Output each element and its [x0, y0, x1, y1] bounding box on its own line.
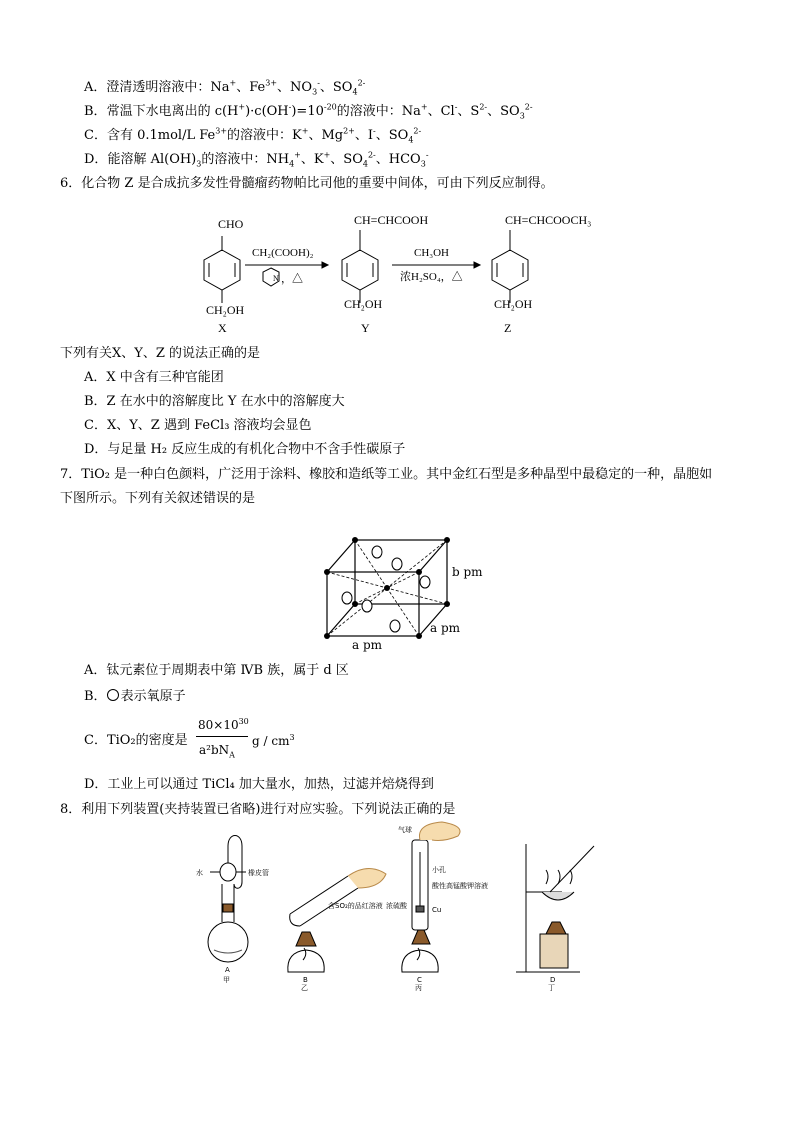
q7-option-d: D．工业上可以通过 TiCl₄ 加大量水，加热，过滤并焙烧得到 [84, 777, 434, 792]
y-bottom-group: CH₂OH [344, 297, 383, 311]
q5-option-b: B．常温下水电离出的 $c(H^+)\cdot c(OH^-)=10^{-20}$的溶液中：Na+、Cl-、$S^{2-}$、$SO_3^{2-}$ [84, 102, 533, 121]
label-a-pm-right: a pm [430, 621, 461, 635]
x-top-group: CHO [218, 217, 244, 231]
c-balloon-label: 气球 [398, 826, 412, 834]
c-hole-label: 小孔 [432, 866, 446, 874]
q5-option-c: C．含有 0.1mol/L $Fe^{3+}$的溶液中：K+、$Mg^{2+}$、I-、$SO_4^{2-}$ [84, 126, 422, 145]
c-cu-label: Cu [432, 906, 442, 914]
d-letter: D [550, 976, 556, 984]
b-letter: B [303, 976, 308, 984]
a-tube-label: 橡皮管 [248, 869, 269, 877]
q6-reaction-scheme [180, 208, 620, 338]
label-b-pm: b pm [452, 565, 483, 579]
oxygen-circle-icon [107, 689, 119, 701]
label-a-pm-bottom: a pm [352, 638, 383, 652]
x-label: X [218, 321, 227, 335]
a-name: 甲 [223, 976, 230, 984]
q6-stem: 6．化合物 Z 是合成抗多发性骨髓瘤药物帕比司他的重要中间体，可由下列反应制得。 [60, 176, 554, 191]
q7-density-unit: g / $cm^3$ [252, 733, 295, 748]
z-top-group: CH=CHCOOCH₃ [505, 213, 592, 227]
q7-density-numerator: $80\times 10^{30}$ [198, 717, 249, 732]
q6-prompt: 下列有关X、Y、Z 的说法正确的是 [60, 346, 261, 361]
a-letter: A [225, 966, 230, 974]
arrow1-reagent: CH₂(COOH)₂ [252, 247, 314, 259]
b-name: 乙 [301, 984, 308, 992]
z-bottom-group: CH₂OH [494, 297, 533, 311]
a-water-label: 水 [196, 869, 203, 877]
q6-option-b: B．Z 在水中的溶解度比 Y 在水中的溶解度大 [84, 394, 345, 409]
q8-apparatus-figure [190, 822, 610, 992]
z-label: Z [504, 321, 512, 335]
q8-stem: 8．利用下列装置(夹持装置已省略)进行对应实验。下列说法正确的是 [60, 802, 456, 817]
q7-stem-line2: 下图所示。下列有关叙述错误的是 [60, 491, 256, 506]
x-bottom-group: CH₂OH [206, 303, 245, 317]
q7-option-b: B． 表示氧原子 [84, 689, 186, 704]
q7-option-c-label: C．TiO₂的密度是 [84, 733, 188, 748]
y-label: Y [361, 321, 370, 335]
q5-option-d: D．能溶解 $Al(OH)_3$的溶液中：$NH_4^+$、K+、$SO_4^{2-}$、$HCO_3^-$ [84, 150, 429, 169]
q7-stem-line1: 7．TiO₂ 是一种白色颜料，广泛用于涂料、橡胶和造纸等工业。其中金红石型是多种晶型中最稳定的一种，晶胞如 [60, 467, 713, 482]
y-top-group: CH=CHCOOH [354, 213, 429, 227]
c-letter: C [417, 976, 422, 984]
q7-option-a: A．钛元素位于周期表中第 ⅣB 族，属于 d 区 [84, 663, 349, 678]
pyridine-n: N [273, 274, 279, 283]
c-acid-label: 浓硫酸 [386, 902, 407, 910]
d-name: 丁 [548, 984, 555, 992]
b-solution-label: 含SO₂的品红溶液 [328, 902, 383, 910]
q6-option-d: D．与足量 H₂ 反应生成的有机化合物中不含手性碳原子 [84, 442, 406, 457]
fraction-bar [196, 736, 248, 737]
q5-option-a: A．澄清透明溶液中：Na+、$Fe^{3+}$、$NO_3^-$、$SO_4^{2-}$ [84, 78, 366, 97]
arrow1-condition: ，△ [281, 273, 303, 285]
arrow2-condition: 浓H₂SO₄，△ [400, 271, 463, 283]
arrow2-reagent: CH₃OH [414, 247, 450, 259]
q7-density-denominator: $a^2bN_A$ [199, 743, 235, 760]
c-name: 丙 [415, 984, 422, 992]
q6-option-c: C．X、Y、Z 遇到 FeCl₃ 溶液均会显色 [84, 418, 312, 433]
c-kmno4-label: 酸性高锰酸钾溶液 [432, 882, 488, 890]
q6-option-a: A．X 中含有三种官能团 [84, 370, 224, 385]
